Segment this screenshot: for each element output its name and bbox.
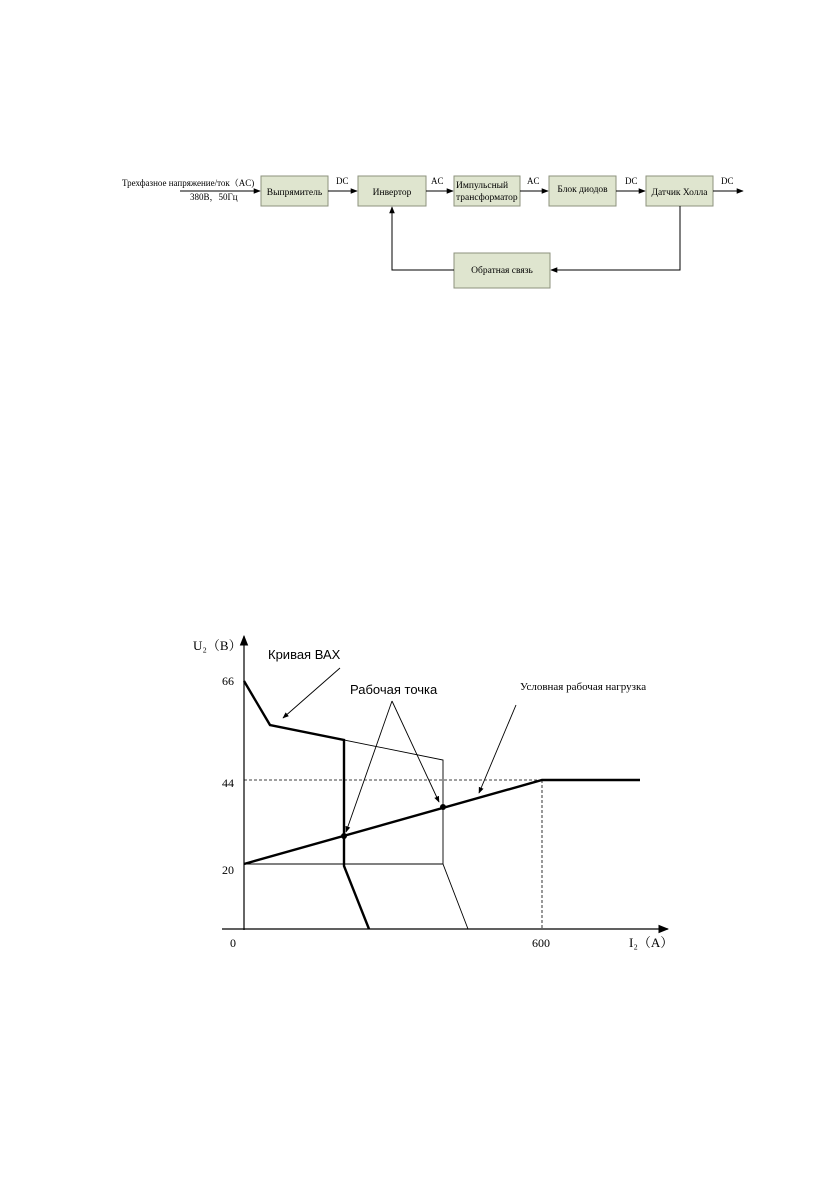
feedback-arrow-in — [551, 206, 680, 270]
x-axis-label: I₂（А） — [629, 935, 674, 950]
working-point-1 — [341, 833, 347, 839]
vac-curve-left — [244, 681, 369, 929]
y-tick-20: 20 — [222, 863, 234, 877]
x-tick-0: 0 — [230, 936, 236, 950]
working-point-pointer-1 — [346, 701, 392, 832]
vac-curve-right — [270, 725, 468, 929]
hall-sensor-label: Датчик Холла — [651, 188, 708, 198]
vac-curve-label: Кривая ВАХ — [268, 647, 341, 662]
signal-trans-diode: AC — [527, 176, 540, 186]
feedback-arrow-out — [392, 207, 454, 270]
hall-sensor-block — [646, 176, 713, 206]
rectifier-label: Выпрямитель — [266, 188, 323, 198]
transformer-block — [454, 176, 520, 206]
input-label-line1: Трехфазное напряжение/ток（AC) — [122, 178, 255, 188]
rectifier-block — [261, 176, 328, 206]
load-line — [244, 780, 640, 864]
x-tick-600: 600 — [532, 936, 550, 950]
feedback-label: Обратная связь — [471, 266, 533, 276]
y-tick-44: 44 — [222, 776, 234, 790]
inverter-label: Инвертор — [372, 188, 412, 198]
y-tick-66: 66 — [222, 674, 234, 688]
vac-chart — [193, 636, 673, 950]
transformer-label-line2: трансформатор — [456, 193, 518, 203]
signal-rect-inv: DC — [336, 176, 349, 186]
block-diagram — [122, 176, 743, 288]
y-axis-label: U₂（В） — [193, 638, 242, 653]
transformer-label-line1: Импульсный — [456, 181, 509, 191]
load-line-label: Условная рабочая нагрузка — [520, 681, 647, 693]
signal-inv-trans: AC — [431, 176, 444, 186]
signal-diode-hall: DC — [625, 176, 638, 186]
feedback-block — [454, 253, 550, 288]
inverter-block — [358, 176, 426, 206]
vac-curve-pointer — [283, 668, 340, 718]
input-label-line2: 380В，50Гц — [190, 192, 238, 202]
diode-block — [549, 176, 616, 206]
working-point-label: Рабочая точка — [350, 682, 438, 697]
working-point-2 — [440, 804, 446, 810]
diode-block-label: Блок диодов — [557, 185, 608, 195]
signal-output: DC — [721, 176, 734, 186]
